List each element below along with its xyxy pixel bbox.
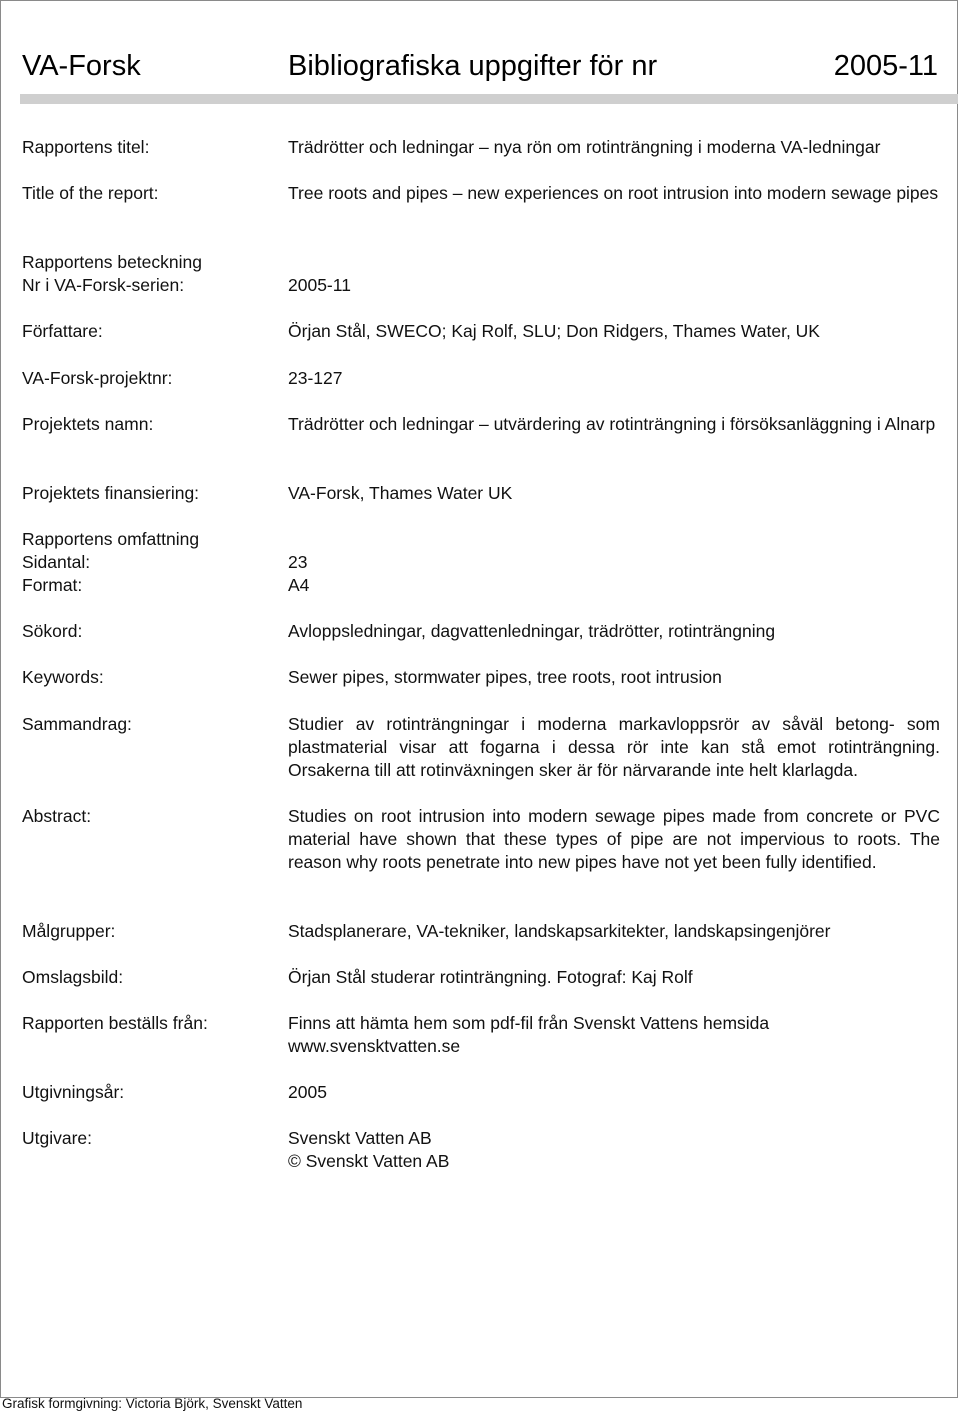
target-groups-label: Målgrupper: bbox=[22, 921, 116, 941]
format-label: Format: bbox=[22, 575, 83, 595]
summary-label: Sammandrag: bbox=[22, 714, 132, 734]
abstract-label: Abstract: bbox=[22, 806, 92, 826]
series-number-label: Nr i VA-Forsk-serien: bbox=[22, 275, 185, 295]
keywords-value: Sewer pipes, stormwater pipes, tree roots, root intrusion bbox=[288, 667, 722, 687]
publisher-value: Svenskt Vatten AB bbox=[288, 1128, 432, 1148]
series-number-value: 2005-11 bbox=[288, 275, 351, 295]
publisher-label: Utgivare: bbox=[22, 1128, 93, 1148]
project-funding-label: Projektets finansiering: bbox=[22, 483, 200, 503]
summary-value: Studier av rotinträngningar i moderna markavloppsrör av såväl betong- som plastmaterial visar att fogarna i dessa rör inte kan stå emot rotinträngning. Orsakerna till att rotinväxningen sker är för närvarande inte helt klarlagda. bbox=[288, 714, 940, 780]
page-header bbox=[22, 50, 938, 90]
cover-image-value: Örjan Stål studerar rotinträngning. Fotograf: Kaj Rolf bbox=[288, 967, 693, 987]
project-funding-value: VA-Forsk, Thames Water UK bbox=[288, 483, 513, 503]
copyright-notice: © Svenskt Vatten AB bbox=[288, 1151, 450, 1171]
english-title-label: Title of the report: bbox=[22, 183, 159, 203]
order-from-value: Finns att hämta hem som pdf-fil från Svenskt Vattens hemsida www.svensktvatten.se bbox=[288, 1013, 770, 1056]
order-from-label: Rapporten beställs från: bbox=[22, 1013, 208, 1033]
header-rule bbox=[20, 94, 958, 104]
project-name-label: Projektets namn: bbox=[22, 414, 154, 434]
design-credit: Grafisk formgivning: Victoria Björk, Svenskt Vatten bbox=[2, 1396, 303, 1411]
search-words-value: Avloppsledningar, dagvattenledningar, trädrötter, rotinträngning bbox=[288, 621, 776, 641]
scope-heading: Rapportens omfattning bbox=[22, 529, 200, 549]
report-title-label: Rapportens titel: bbox=[22, 137, 150, 157]
english-title-value: Tree roots and pipes – new experiences on root intrusion into modern sewage pipes bbox=[288, 183, 939, 203]
publication-year-label: Utgivningsår: bbox=[22, 1082, 125, 1102]
search-words-label: Sökord: bbox=[22, 621, 83, 641]
cover-image-label: Omslagsbild: bbox=[22, 967, 124, 987]
designation-heading: Rapportens beteckning bbox=[22, 252, 202, 272]
authors-label: Författare: bbox=[22, 321, 103, 341]
project-number-value: 23-127 bbox=[288, 368, 343, 388]
authors-value: Örjan Stål, SWECO; Kaj Rolf, SLU; Don Ridgers, Thames Water, UK bbox=[288, 321, 820, 341]
target-groups-value: Stadsplanerare, VA-tekniker, landskapsarkitekter, landskapsingenjörer bbox=[288, 921, 831, 941]
page-count-value: 23 bbox=[288, 552, 308, 572]
report-number: 2005-11 bbox=[833, 50, 938, 82]
project-name-value: Trädrötter och ledningar – utvärdering av rotinträngning i försöksanläggning i Alnarp bbox=[288, 414, 936, 434]
publication-year-value: 2005 bbox=[288, 1082, 327, 1102]
abstract-value: Studies on root intrusion into modern sewage pipes made from concrete or PVC material have shown that these types of pipe are not impervious to roots. The reason why roots penetrate into new pipes have not yet been fully identified. bbox=[288, 806, 940, 872]
format-value: A4 bbox=[288, 575, 310, 595]
page-title: Bibliografiska uppgifter för nr bbox=[288, 50, 658, 82]
report-title-value: Trädrötter och ledningar – nya rön om rotinträngning i moderna VA-ledningar bbox=[288, 137, 881, 157]
keywords-label: Keywords: bbox=[22, 667, 104, 687]
page-count-label: Sidantal: bbox=[22, 552, 91, 572]
series-name: VA-Forsk bbox=[22, 50, 141, 82]
project-number-label: VA-Forsk-projektnr: bbox=[22, 368, 173, 388]
